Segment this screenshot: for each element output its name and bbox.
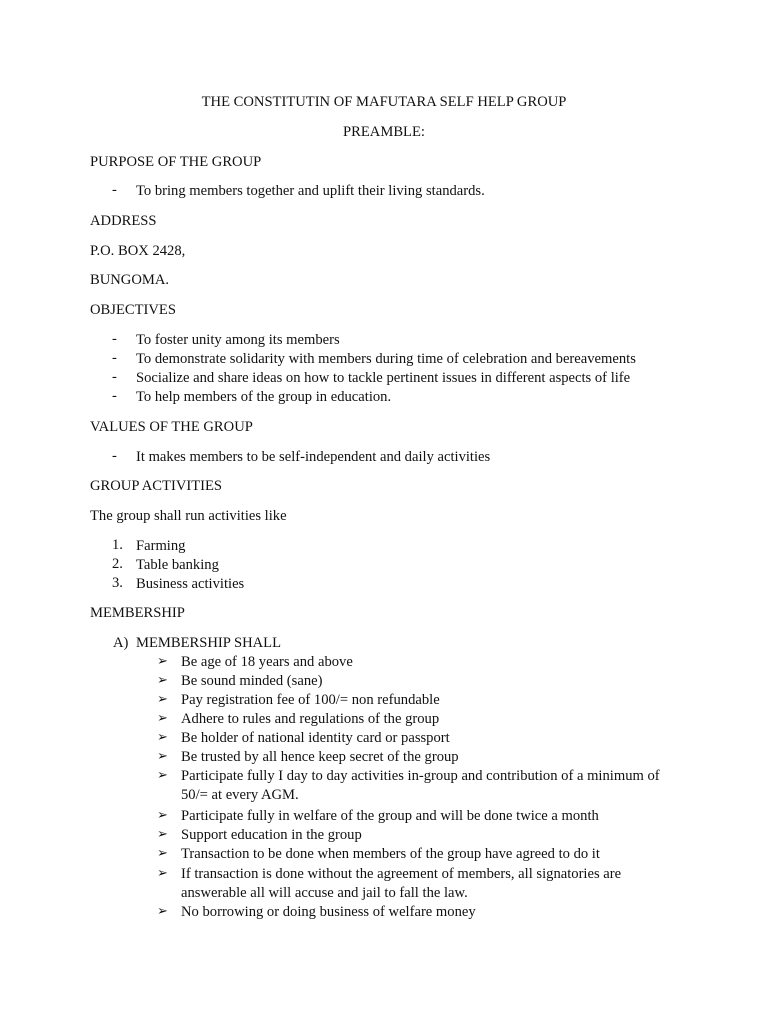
membership-item: Transaction to be done when members of the group have agreed to do it: [181, 846, 600, 862]
arrow-bullet-icon: ➢: [157, 673, 168, 688]
values-heading: VALUES OF THE GROUP: [90, 419, 253, 435]
membership-heading: MEMBERSHIP: [90, 605, 185, 621]
objective-item: To demonstrate solidarity with members during time of celebration and bereavements: [136, 351, 636, 367]
membership-item: Be holder of national identity card or passport: [181, 730, 450, 746]
bullet-dash: -: [112, 388, 117, 404]
arrow-bullet-icon: ➢: [157, 808, 168, 823]
objective-item: To help members of the group in education.: [136, 389, 392, 405]
bullet-dash: -: [112, 182, 117, 198]
address-heading: ADDRESS: [90, 213, 157, 229]
arrow-bullet-icon: ➢: [157, 768, 168, 783]
address-line-2: BUNGOMA.: [90, 272, 170, 288]
membership-sub-heading: MEMBERSHIP SHALL: [136, 635, 282, 651]
activities-intro: The group shall run activities like: [90, 508, 287, 524]
preamble-heading: PREAMBLE:: [343, 124, 425, 140]
list-number: 2.: [112, 556, 123, 572]
membership-item: Participate fully in welfare of the group and will be done twice a month: [181, 808, 599, 824]
arrow-bullet-icon: ➢: [157, 749, 168, 764]
activities-heading: GROUP ACTIVITIES: [90, 478, 223, 494]
bullet-dash: -: [112, 448, 117, 464]
arrow-bullet-icon: ➢: [157, 866, 168, 881]
objective-item: Socialize and share ideas on how to tackle pertinent issues in different aspects of life: [136, 370, 631, 386]
activity-item: Farming: [136, 538, 186, 554]
arrow-bullet-icon: ➢: [157, 711, 168, 726]
purpose-heading: PURPOSE OF THE GROUP: [90, 154, 262, 170]
list-number: 1.: [112, 537, 123, 553]
membership-item: Be age of 18 years and above: [181, 654, 353, 670]
membership-item: If transaction is done without the agreement of members, all signatories are: [181, 866, 622, 882]
membership-item: Adhere to rules and regulations of the group: [181, 711, 440, 727]
arrow-bullet-icon: ➢: [157, 654, 168, 669]
arrow-bullet-icon: ➢: [157, 692, 168, 707]
membership-item-continuation: answerable all will accuse and jail to fall the law.: [181, 885, 468, 901]
membership-item-continuation: 50/= at every AGM.: [181, 787, 299, 803]
arrow-bullet-icon: ➢: [157, 730, 168, 745]
membership-sub-label: A): [113, 635, 129, 651]
arrow-bullet-icon: ➢: [157, 846, 168, 861]
membership-item: Pay registration fee of 100/= non refundable: [181, 692, 440, 708]
document-title: THE CONSTITUTIN OF MAFUTARA SELF HELP GROUP: [201, 94, 567, 110]
bullet-dash: -: [112, 369, 117, 385]
activity-item: Table banking: [136, 557, 219, 573]
values-item: It makes members to be self-independent and daily activities: [136, 449, 491, 465]
membership-item: Participate fully I day to day activities in-group and contribution of a minimum of: [181, 768, 660, 784]
objectives-heading: OBJECTIVES: [90, 302, 176, 318]
purpose-item: To bring members together and uplift their living standards.: [136, 183, 485, 199]
arrow-bullet-icon: ➢: [157, 904, 168, 919]
membership-item: Be sound minded (sane): [181, 673, 323, 689]
objective-item: To foster unity among its members: [136, 332, 340, 348]
membership-item: Be trusted by all hence keep secret of the group: [181, 749, 459, 765]
membership-item: Support education in the group: [181, 827, 362, 843]
list-number: 3.: [112, 575, 123, 591]
bullet-dash: -: [112, 350, 117, 366]
arrow-bullet-icon: ➢: [157, 827, 168, 842]
activity-item: Business activities: [136, 576, 245, 592]
address-line-1: P.O. BOX 2428,: [90, 243, 186, 259]
membership-item: No borrowing or doing business of welfare money: [181, 904, 476, 920]
bullet-dash: -: [112, 331, 117, 347]
